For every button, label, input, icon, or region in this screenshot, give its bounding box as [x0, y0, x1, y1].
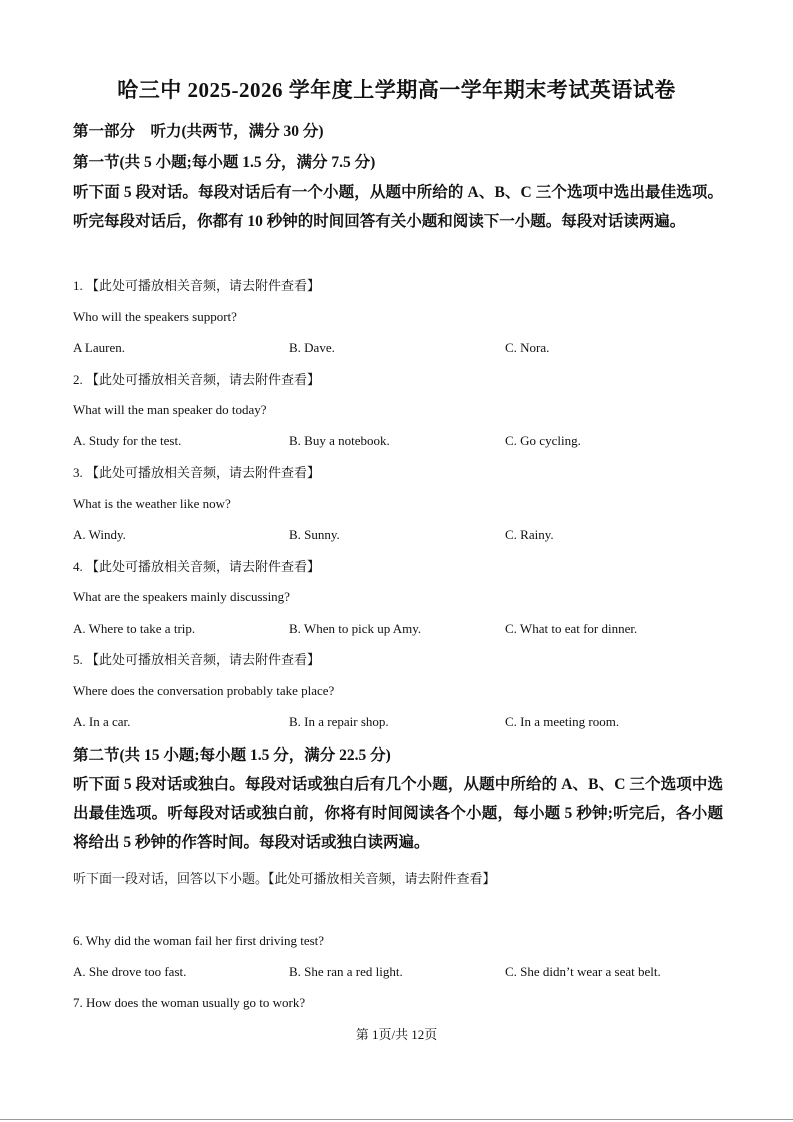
question-5-option-a: A. In a car. [73, 714, 131, 729]
question-6-option-c: C. She didn’t wear a seat belt. [505, 964, 661, 979]
question-3-option-c: C. Rainy. [505, 527, 554, 542]
question-1-option-b: B. Dave. [289, 340, 335, 355]
page-footer: 第 1页/共 12页 [355, 1027, 438, 1042]
part1-heading: 第一部分 听力(共两节，满分 30 分) [73, 123, 324, 140]
question-7-stem: 7. How does the woman usually go to work? [73, 995, 306, 1010]
question-1-option-a: A Lauren. [73, 340, 125, 355]
question-2-stem: What will the man speaker do today? [73, 402, 267, 417]
question-3-option-a: A. Windy. [73, 527, 126, 542]
question-5-stem: Where does the conversation probably take place? [73, 683, 335, 698]
question-3-audio-note: 3. 【此处可播放相关音频，请去附件查看】 [73, 465, 321, 480]
question-1-option-c: C. Nora. [505, 340, 550, 355]
question-3-stem: What is the weather like now? [73, 496, 231, 511]
question-2-option-c: C. Go cycling. [505, 433, 581, 448]
question-1-stem: Who will the speakers support? [73, 309, 237, 324]
question-2-option-a: A. Study for the test. [73, 433, 182, 448]
question-6-stem: 6. Why did the woman fail her first driving test? [73, 933, 325, 948]
question-2-audio-note: 2. 【此处可播放相关音频，请去附件查看】 [73, 372, 321, 387]
question-2-option-b: B. Buy a notebook. [289, 433, 390, 448]
question-4-option-c: C. What to eat for dinner. [505, 621, 638, 636]
section2-heading: 第二节(共 15 小题;每小题 1.5 分，满分 22.5 分) [73, 747, 391, 764]
question-6-option-b: B. She ran a red light. [289, 964, 403, 979]
question-5-option-b: B. In a repair shop. [289, 714, 389, 729]
question-4-option-a: A. Where to take a trip. [73, 621, 196, 636]
question-4-option-b: B. When to pick up Amy. [289, 621, 422, 636]
section1-heading: 第一节(共 5 小题;每小题 1.5 分，满分 7.5 分) [73, 154, 376, 171]
question-5-audio-note: 5. 【此处可播放相关音频，请去附件查看】 [73, 652, 321, 667]
page-title: 哈三中 2025-2026 学年度上学期高一学年期末考试英语试卷 [117, 78, 676, 102]
question-5-option-c: C. In a meeting room. [505, 714, 620, 729]
question-4-audio-note: 4. 【此处可播放相关音频，请去附件查看】 [73, 559, 321, 574]
question-3-option-b: B. Sunny. [289, 527, 340, 542]
question-1-audio-note: 1. 【此处可播放相关音频，请去附件查看】 [73, 278, 321, 293]
question-4-stem: What are the speakers mainly discussing? [73, 589, 290, 604]
section2-instructions: 听下面 5 段对话或独白。每段对话或独白后有几个小题，从题中所给的 A、B、C 三个选项中选出最佳选项。听每段对话或独白前，你将有时间阅读各个小题，每小题 5 秒钟;听完后，各小题将给出 5 秒钟的作答时间。每段对话或独白读两遍。 [73, 776, 723, 851]
question-6-option-a: A. She drove too fast. [73, 964, 187, 979]
section2-lead: 听下面一段对话，回答以下小题。【此处可播放相关音频，请去附件查看】 [73, 871, 496, 886]
page-bottom-divider [0, 1119, 793, 1120]
section1-instructions: 听下面 5 段对话。每段对话后有一个小题，从题中所给的 A、B、C 三个选项中选出最佳选项。听完每段对话后，你都有 10 秒钟的时间回答有关小题和阅读下一小题。每段对话读两遍。 [73, 184, 723, 230]
